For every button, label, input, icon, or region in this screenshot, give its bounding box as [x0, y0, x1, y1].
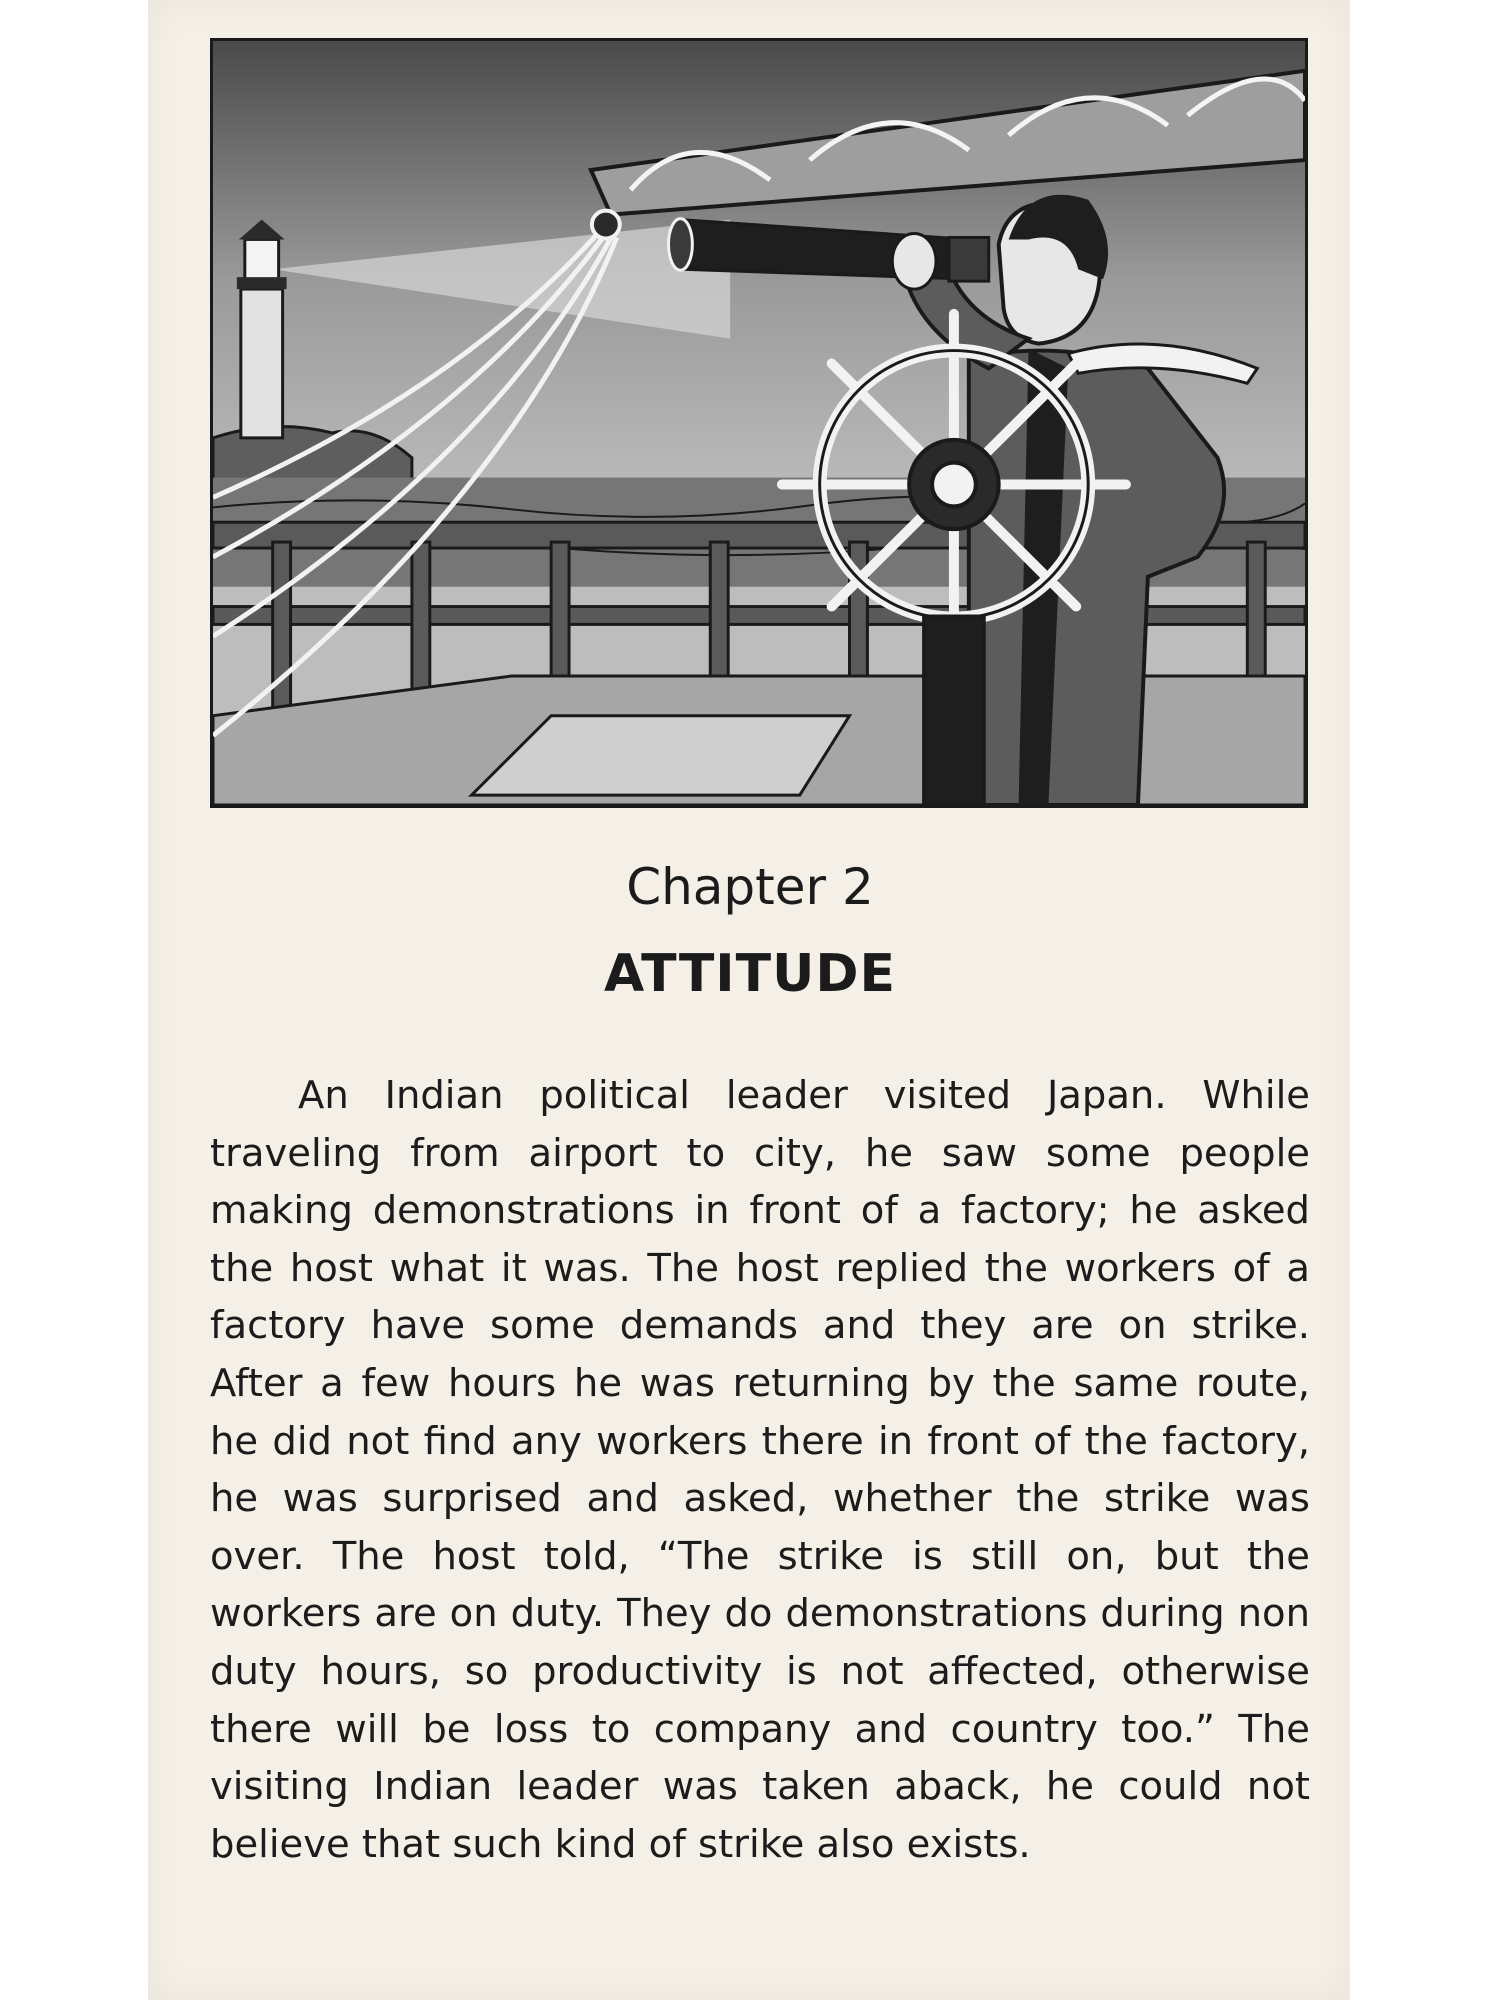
- chapter-number: Chapter 2: [626, 858, 874, 916]
- lighthouse-icon: [237, 220, 287, 438]
- chapter-illustration: [210, 38, 1308, 808]
- body-paragraph: An Indian political leader visited Japan. While traveling from airport to city, he saw some people making demonstrations in front of a factory; he asked the host what it was. The host replied the workers of a factory have some demands and they are on strike. After a few hours he was returning by the same route, he did not find any workers there in front of the factory, he was surprised and asked, whether the strike was over. The host told, “The strike is still on, but the workers are on duty. They do demonstrations during non duty hours, so productivity is not affected, otherwise there will be loss to company and country too.” The visiting Indian leader was taken aback, he could not believe that such kind of strike also exists.: [210, 1073, 1310, 1867]
- ship-captain-illustration: [213, 41, 1305, 805]
- chapter-title: ATTITUDE: [603, 944, 897, 1004]
